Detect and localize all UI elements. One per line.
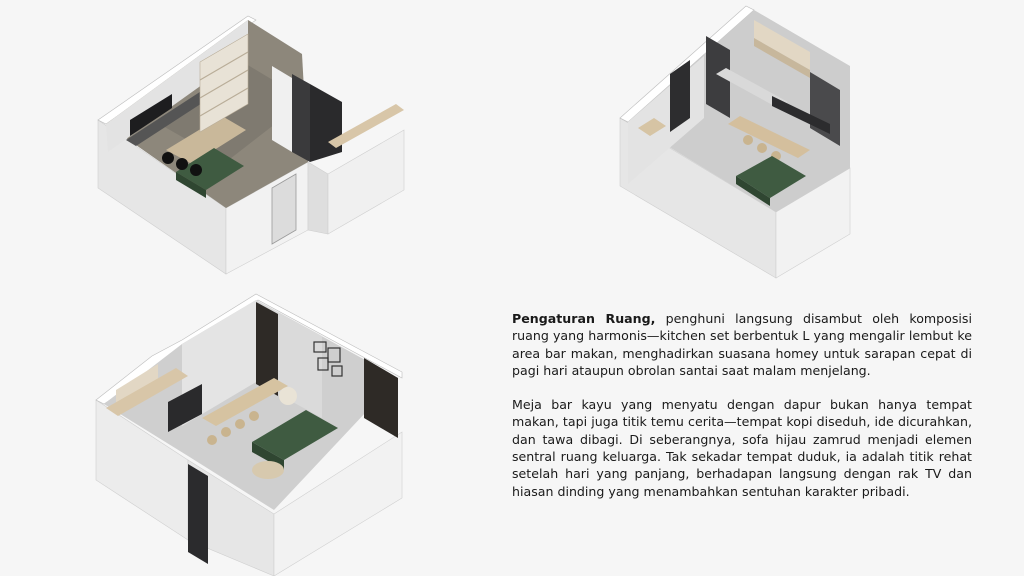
paragraph-lead: Pengaturan Ruang, — [512, 311, 656, 326]
isometric-render-kitchen — [614, 0, 854, 280]
isometric-render-living-room — [96, 12, 408, 280]
isometric-render-living-kitchen — [92, 292, 404, 576]
paragraph-bar-and-sofa — [512, 396, 972, 500]
paragraph-body: penghuni langsung disambut oleh komposisi ruang yang harmonis—kitchen set berbentuk L yang mengalir lembut ke area bar makan, menghadirkan suasana homey untuk sarapan cepat di pagi hari ataupun obrolan santai saat malam menjelang. — [512, 311, 972, 378]
description-text — [512, 310, 972, 500]
paragraph-body: Meja bar kayu yang menyatu dengan dapur bukan hanya tempat makan, tapi juga titik temu cerita—tempat kopi diseduh, ide dicurahkan, dan tawa dibagi. Di seberangnya, sofa hijau zamrud menjadi elemen sentral ruang keluarga. Tak sekadar tempat duduk, ia adalah titik rehat setelah hari yang panjang, berhadapan langsung dengan rak TV dan hiasan dinding yang menambahkan sentuhan karakter pribadi. — [512, 397, 972, 499]
paragraph-room-arrangement — [512, 310, 972, 379]
